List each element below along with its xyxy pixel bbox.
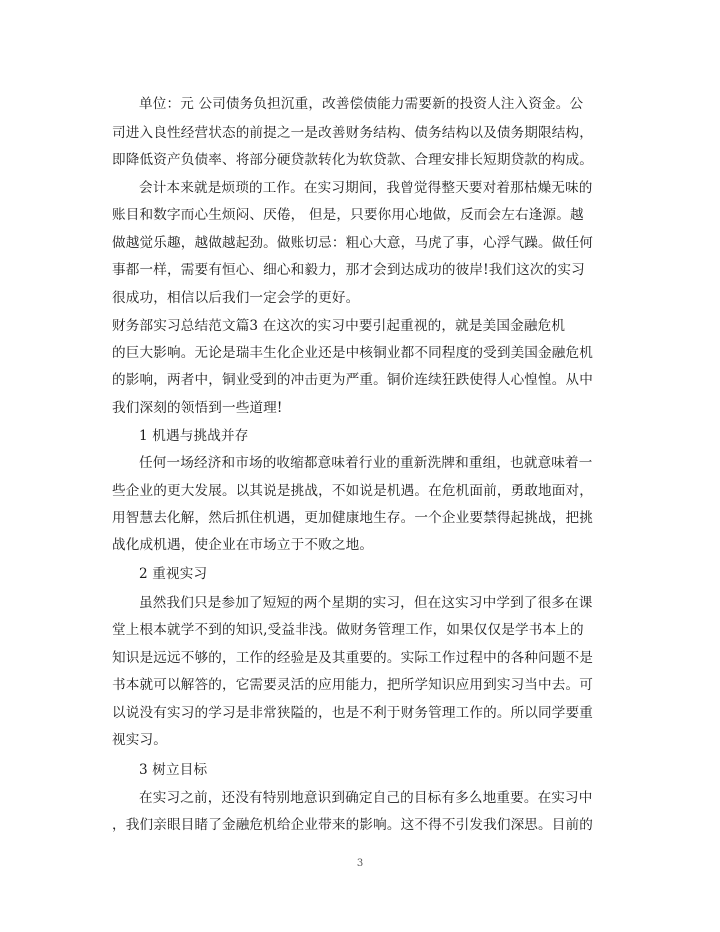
body-text-line: 书本就可以解答的，它需要灵活的应用能力，把所学知识应用到实习当中去。可 [112, 677, 594, 693]
body-text-line: ，我们亲眼目睹了金融危机给企业带来的影响。这不得不引发我们深思。目前的 [112, 817, 594, 833]
body-text-line: 我们深刻的领悟到一些道理! [112, 400, 283, 416]
body-text-line: 会计本来就是烦琐的工作。在实习期间，我曾觉得整天要对着那枯燥无味的 [139, 180, 593, 196]
body-text-line: 堂上根本就学不到的知识,受益非浅。做财务管理工作，如果仅仅是学书本上的 [112, 622, 584, 638]
body-text-line: 事都一样，需要有恒心、细心和毅力，那才会到达成功的彼岸!我们这次的实习 [112, 262, 585, 278]
body-text-line: 用智慧去化解，然后抓住机遇，更加健康地生存。一个企业要禁得起挑战，把挑 [112, 510, 594, 526]
body-text-line: 做越觉乐趣，越做越起劲。做账切忌：粗心大意，马虎了事，心浮气躁。做任何 [112, 235, 594, 251]
section-heading: 3 树立目标 [139, 762, 208, 778]
body-text-line: 司进入良性经营状态的前提之一是改善财务结构、债务结构以及债务期限结构， [112, 125, 594, 141]
page-number: 3 [356, 858, 364, 869]
body-text-line: 财务部实习总结范文篇3 在这次的实习中要引起重视的，就是美国金融危机 [112, 318, 566, 334]
body-text-line: 视实习。 [112, 732, 167, 748]
body-text-line: 在实习之前，还没有特别地意识到确定自己的目标有多么地重要。在实习中 [139, 790, 593, 806]
body-text-line: 任何一场经济和市场的收缩都意味着行业的重新洗牌和重组，也就意味着一 [139, 455, 593, 471]
section-heading: 2 重视实习 [139, 566, 208, 582]
body-text-line: 战化成机遇，使企业在市场立于不败之地。 [112, 537, 374, 553]
body-text-line: 虽然我们只是参加了短短的两个星期的实习，但在这实习中学到了很多在课 [139, 595, 593, 611]
body-text-line: 很成功，相信以后我们一定会学的更好。 [112, 290, 360, 306]
body-text-line: 账目和数字而心生烦闷、厌倦， 但是，只要你用心地做，反而会左右逢源。越 [112, 207, 584, 223]
section-heading: 1 机遇与挑战并存 [139, 428, 249, 444]
body-text-line: 些企业的更大发展。以其说是挑战，不如说是机遇。在危机面前，勇敢地面对， [112, 483, 594, 499]
body-text-line: 的巨大影响。无论是瑞丰生化企业还是中核铜业都不同程度的受到美国金融危机 [112, 345, 594, 361]
body-text-line: 的影响，两者中，铜业受到的冲击更为严重。铜价连续狂跌使得人心惶惶。从中 [112, 372, 594, 388]
body-text-line: 单位：元 公司债务负担沉重，改善偿债能力需要新的投资人注入资金。公 [139, 96, 584, 112]
body-text-line: 知识是远远不够的，工作的经验是及其重要的。实际工作过程中的各种问题不是 [112, 650, 594, 666]
body-text-line: 即降低资产负债率、将部分硬贷款转化为软贷款、合理安排长短期贷款的构成。 [112, 152, 594, 168]
body-text-line: 以说没有实习的学习是非常狭隘的，也是不利于财务管理工作的。所以同学要重 [112, 705, 594, 721]
